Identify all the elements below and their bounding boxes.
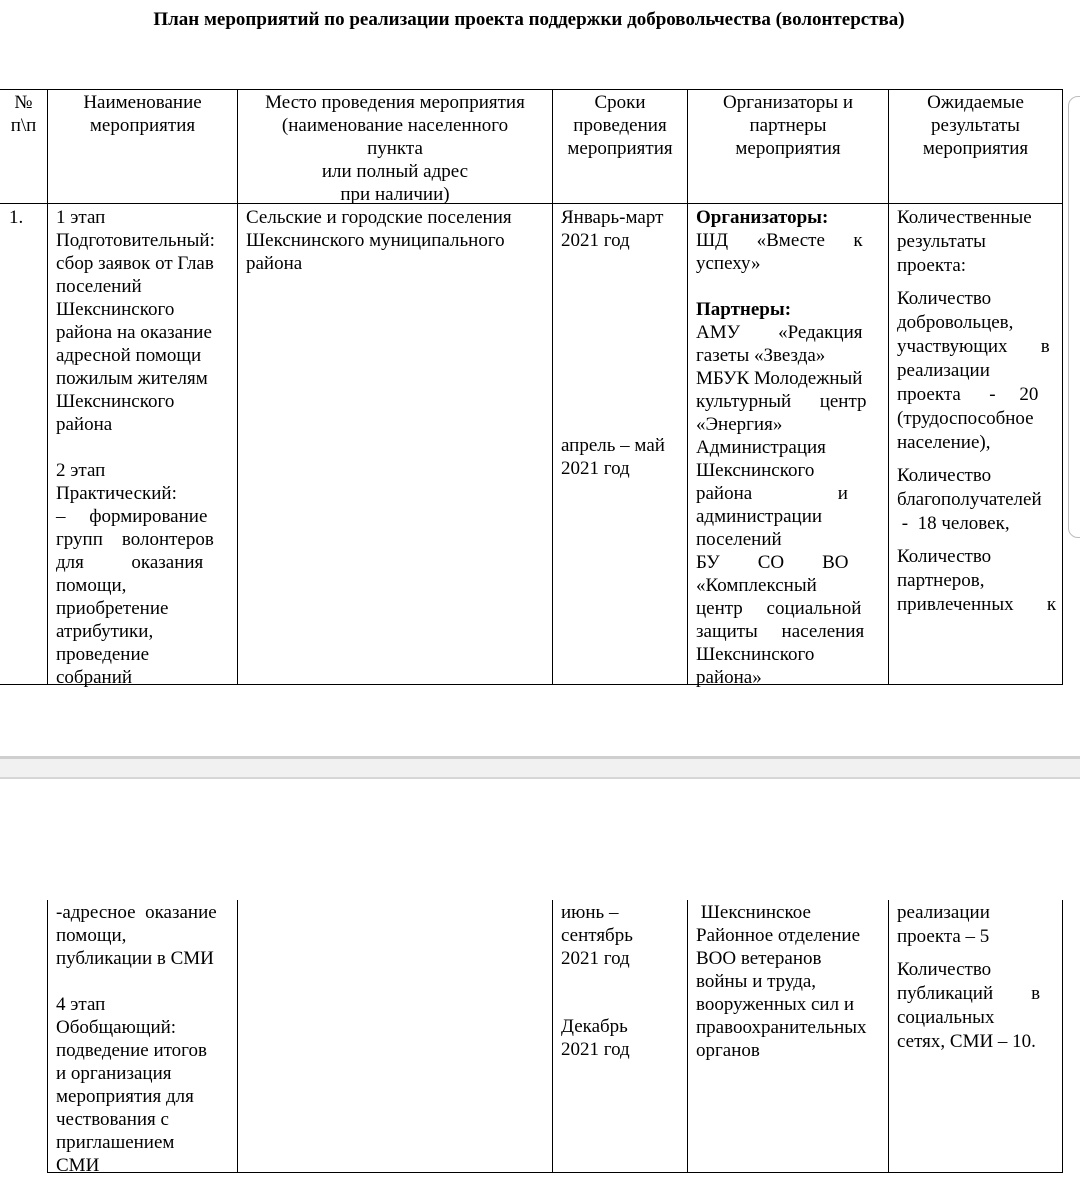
- row1-place: Сельские и городские поселения Шекснинского муниципального района: [246, 207, 512, 274]
- header-place: Место проведения мероприятия (наименование населенного пункта или полный адрес при наличии): [265, 92, 525, 205]
- row1-dates-first: Январь-март 2021 год: [561, 207, 664, 251]
- header-dates: Сроки проведения мероприятия: [567, 92, 673, 159]
- table2-col-divider-2: [237, 900, 238, 1173]
- header-orgs: Организаторы и партнеры мероприятия: [723, 92, 853, 159]
- row2-results: реализации проекта – 5 Количество публикаций в социальных сетях, СМИ – 10.: [897, 902, 1041, 1052]
- table-top-border: [0, 89, 1063, 90]
- row1-orgs: Организаторы: ШД «Вместе к успеху» Партнеры: АМУ «Редакция газеты «Звезда» МБУК Молодежный культурный центр «Энергия» Администрация Шекснинского района и администрации поселений БУ СО ВО «Комплексный центр социальной защиты населения Шекснинского района»: [696, 206, 882, 689]
- header-num: № п\п: [10, 92, 37, 136]
- col-divider-4: [687, 89, 688, 685]
- row1-name: 1 этап Подготовительный: сбор заявок от Глав поселений Шекснинского района на оказание адресной помощи пожилым жителям Шекснинского района 2 этап Практический: – формирование групп волонтеров для оказания помощи, приобретение атрибутики, проведение собраний: [56, 207, 215, 688]
- row2-orgs: Шекснинское Районное отделение ВОО ветеранов войны и труда, вооруженных сил и правоохранительных органов: [696, 902, 867, 1061]
- table2-right-border: [1062, 900, 1063, 1173]
- col-divider-3: [552, 89, 553, 685]
- col-divider-5: [888, 89, 889, 685]
- header-results: Ожидаемые результаты мероприятия: [922, 92, 1029, 159]
- row2-name: -адресное оказание помощи, публикации в СМИ 4 этап Обобщающий: подведение итогов и организация мероприятия для чествования с приглашением СМИ: [56, 902, 217, 1176]
- scroll-handle[interactable]: [1068, 96, 1080, 538]
- row2-dates-second: Декабрь 2021 год: [561, 1016, 630, 1060]
- organizers-label: Организаторы:: [696, 207, 829, 228]
- header-name: Наименование мероприятия: [83, 92, 202, 136]
- row1-dates-second: апрель – май 2021 год: [561, 435, 665, 479]
- row2-dates-first: июнь – сентябрь 2021 год: [561, 902, 633, 969]
- partners-label: Партнеры:: [696, 299, 792, 320]
- document-title: План мероприятий по реализации проекта поддержки добровольчества (волонтерства): [153, 9, 905, 30]
- row1-num: 1.: [9, 207, 24, 228]
- col-divider-1: [47, 89, 48, 685]
- table2-col-divider-3: [552, 900, 553, 1173]
- row1-results: Количественные результаты проекта: Количество добровольцев, участвующих в реализации проекта - 20 (трудоспособное население), Количество благополучателей - 18 человек, Количество партнеров, привлеченных к: [897, 207, 1057, 615]
- table2-col-divider-4: [687, 900, 688, 1173]
- table2-col-divider-1: [47, 900, 48, 1173]
- table-right-border: [1062, 89, 1063, 685]
- table2-col-divider-5: [888, 900, 889, 1173]
- page-break: [0, 756, 1080, 779]
